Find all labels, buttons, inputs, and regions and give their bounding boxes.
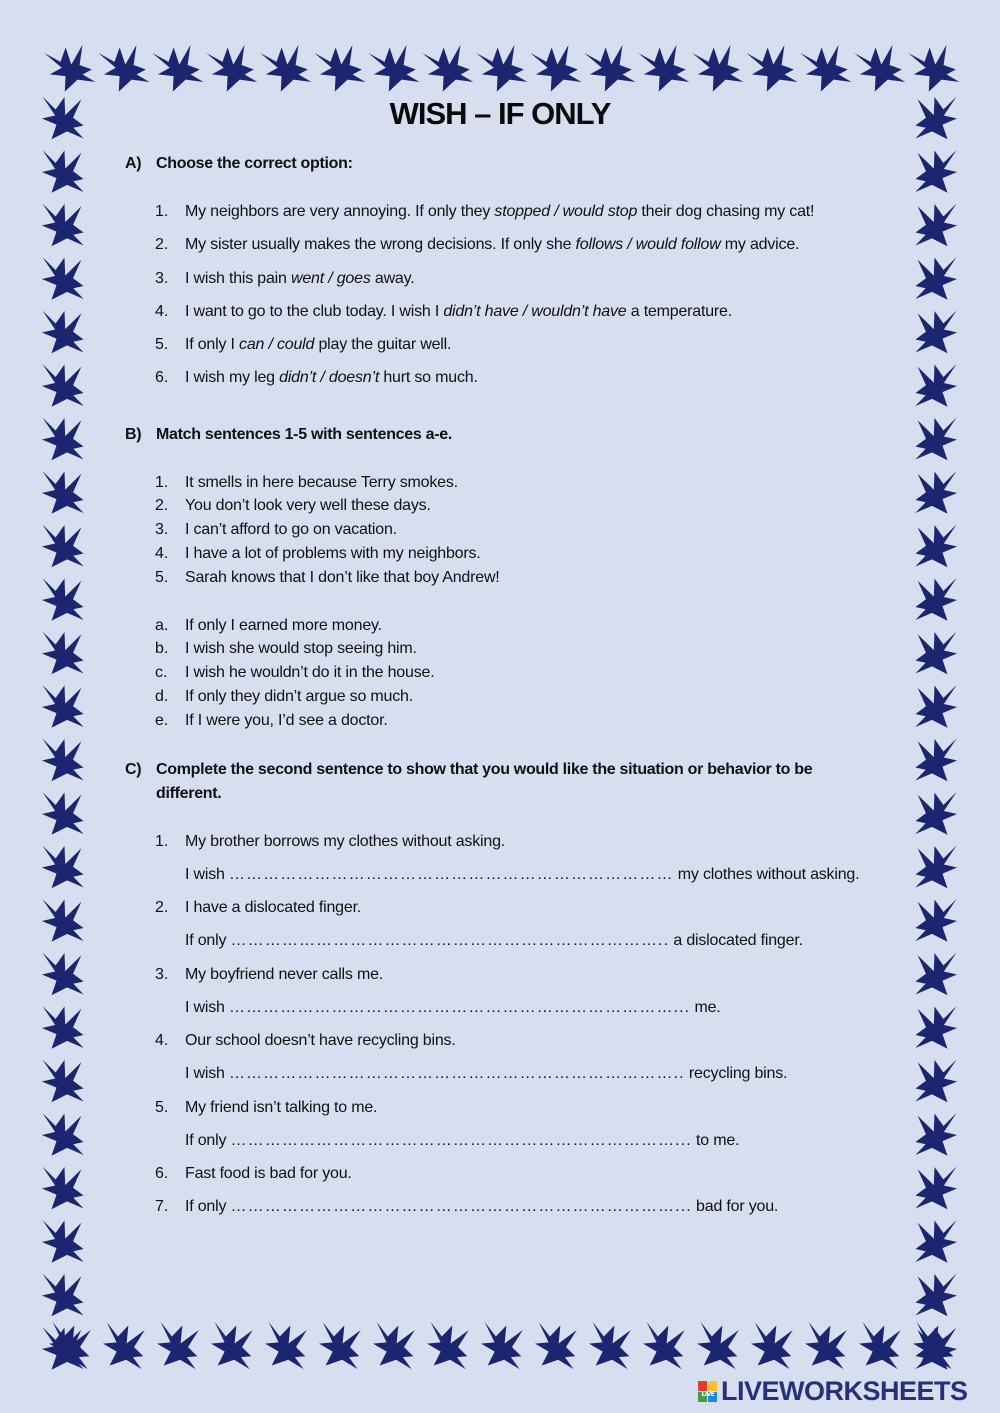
answer-blank[interactable]: ……………………………………………………………………... xyxy=(230,1198,692,1215)
match-sentence[interactable]: I can’t afford to go on vacation. xyxy=(185,521,397,538)
item-number: 6. xyxy=(155,1165,169,1182)
prompt-sentence: My boyfriend never calls me. xyxy=(185,966,384,983)
match-response[interactable]: If only I earned more money. xyxy=(185,617,382,634)
item-number: 4. xyxy=(155,1032,169,1049)
section-c-heading-line2: different. xyxy=(156,785,222,802)
item-number: 5. xyxy=(155,569,169,586)
match-sentence[interactable]: I have a lot of problems with my neighbors. xyxy=(185,545,481,562)
item-number: 3. xyxy=(155,521,169,538)
logo-badge-icon xyxy=(698,1381,718,1403)
answer-line: I wish ……………………………………………………………………... me. xyxy=(185,999,721,1016)
question-a2: My sister usually makes the wrong decisions. If only she follows / would follow my advice. xyxy=(185,236,800,253)
answer-blank[interactable]: …………………………………………………………………… xyxy=(228,866,674,883)
prompt-sentence: I have a dislocated finger. xyxy=(185,899,362,916)
item-letter: e. xyxy=(155,712,169,729)
answer-line: I wish …………………………………………………………………….. recycling bins. xyxy=(185,1065,788,1082)
answer-line: If only ……………………………………………………………………... to me. xyxy=(185,1132,740,1149)
item-number: 2. xyxy=(155,899,169,916)
prompt-sentence: Our school doesn’t have recycling bins. xyxy=(185,1032,456,1049)
logo-text: LIVEWORKSHEETS xyxy=(721,1376,968,1406)
match-sentence[interactable]: It smells in here because Terry smokes. xyxy=(185,474,458,491)
section-b-heading: Match sentences 1-5 with sentences a-e. xyxy=(156,426,452,443)
question-a5: If only I can / could play the guitar well. xyxy=(185,336,452,353)
answer-blank[interactable]: ……………………………………………………………………... xyxy=(230,1132,692,1149)
question-a3: I wish this pain went / goes away. xyxy=(185,270,415,287)
option-choice[interactable]: follows / would follow xyxy=(575,236,721,253)
prompt-sentence: My friend isn’t talking to me. xyxy=(185,1099,378,1116)
option-choice[interactable]: didn’t have / wouldn’t have xyxy=(443,303,627,320)
item-number: 2. xyxy=(155,497,169,514)
match-sentence[interactable]: Sarah knows that I don’t like that boy Andrew! xyxy=(185,569,500,586)
section-a-heading: Choose the correct option: xyxy=(156,155,353,172)
item-letter: a. xyxy=(155,617,169,634)
logo-badge-text: LIVE xyxy=(701,1391,715,1398)
question-a4: I want to go to the club today. I wish I didn’t have / wouldn’t have a temperature. xyxy=(185,303,733,320)
item-number: 5. xyxy=(155,336,169,353)
section-c-letter: C) xyxy=(125,761,142,778)
answer-blank[interactable]: ……………………………………………………………………... xyxy=(228,999,691,1016)
item-number: 4. xyxy=(155,545,169,562)
section-a-letter: A) xyxy=(125,155,142,172)
answer-blank[interactable]: ………………………………………………………………….. xyxy=(230,932,670,949)
item-number: 1. xyxy=(155,833,169,850)
page-title: WISH – IF ONLY xyxy=(389,96,611,131)
item-number: 1. xyxy=(155,203,169,220)
answer-line: If only ……………………………………………………………………... bad for you. xyxy=(185,1198,779,1215)
prompt-sentence: Fast food is bad for you. xyxy=(185,1165,352,1182)
match-response[interactable]: I wish she would stop seeing him. xyxy=(185,640,417,657)
item-number: 1. xyxy=(155,474,169,491)
answer-line: I wish …………………………………………………………………… my clothes without asking. xyxy=(185,866,860,883)
item-number: 3. xyxy=(155,966,169,983)
prompt-sentence: My brother borrows my clothes without asking. xyxy=(185,833,506,850)
question-a1: My neighbors are very annoying. If only they stopped / would stop their dog chasing my cat! xyxy=(185,203,815,220)
item-number: 6. xyxy=(155,369,169,386)
match-sentence[interactable]: You don’t look very well these days. xyxy=(185,497,431,514)
question-a6: I wish my leg didn’t / doesn’t hurt so much. xyxy=(185,369,478,386)
item-number: 3. xyxy=(155,270,169,287)
option-choice[interactable]: stopped / would stop xyxy=(494,203,638,220)
match-response[interactable]: If only they didn’t argue so much. xyxy=(185,688,413,705)
item-number: 7. xyxy=(155,1198,169,1215)
liveworksheets-logo[interactable] xyxy=(698,1376,968,1407)
item-number: 2. xyxy=(155,236,169,253)
match-response[interactable]: If I were you, I’d see a doctor. xyxy=(185,712,388,729)
option-choice[interactable]: can / could xyxy=(239,336,315,353)
answer-blank[interactable]: …………………………………………………………………….. xyxy=(228,1065,685,1082)
section-b-letter: B) xyxy=(125,426,142,443)
item-number: 4. xyxy=(155,303,169,320)
item-number: 5. xyxy=(155,1099,169,1116)
answer-line: If only ………………………………………………………………….. a dislocated finger. xyxy=(185,932,803,949)
item-letter: d. xyxy=(155,688,169,705)
item-letter: c. xyxy=(155,664,168,681)
option-choice[interactable]: didn’t / doesn’t xyxy=(279,369,380,386)
match-response[interactable]: I wish he wouldn’t do it in the house. xyxy=(185,664,435,681)
option-choice[interactable]: went / goes xyxy=(290,270,371,287)
section-c-heading-line1: Complete the second sentence to show that you would like the situation or behavior to be xyxy=(156,761,813,778)
item-letter: b. xyxy=(155,640,169,657)
